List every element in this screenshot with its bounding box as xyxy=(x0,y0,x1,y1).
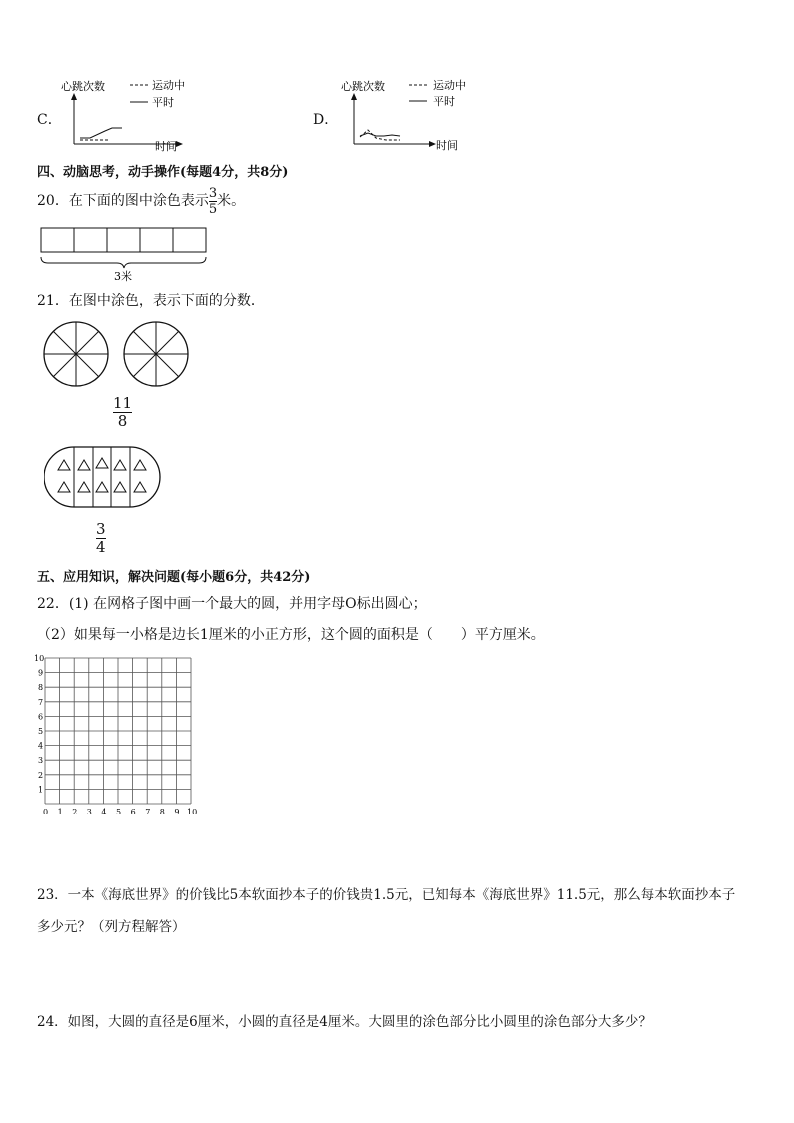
grid-y-tick: 4 xyxy=(38,741,44,751)
q23-line2: 多少元？（列方程解答） xyxy=(37,919,186,935)
q21-circle-1 xyxy=(44,322,108,386)
option-c-letter: C． xyxy=(37,112,62,128)
q20-prefix: 20．在下面的图中涂色表示 xyxy=(37,193,209,209)
grid-x-tick: 5 xyxy=(116,808,122,814)
q21-fraction-1 xyxy=(113,396,132,429)
q23-line1: 23．一本《海底世界》的价钱比5本软面抄本子的价钱贵1.5元，已知每本《海底世界》11.5元，那么每本软面抄本子 xyxy=(37,887,736,903)
grid-x-tick: 6 xyxy=(130,808,136,814)
q20-prompt xyxy=(37,186,245,216)
q20-bar-diagram xyxy=(38,226,210,284)
grid-y-tick: 2 xyxy=(38,770,44,780)
q20-brace xyxy=(41,257,206,268)
option-d-ylabel: 心跳次数 xyxy=(341,80,385,93)
option-c-xlabel: 时间 xyxy=(155,140,177,153)
q21-frac1-numerator: 11 xyxy=(113,394,133,412)
grid-x-tick: 2 xyxy=(72,808,78,814)
option-d-xlabel: 时间 xyxy=(436,139,458,152)
q21-frac2-numerator: 3 xyxy=(96,520,106,538)
grid-y-tick: 3 xyxy=(38,756,44,766)
option-d-legend-exercise: 运动中 xyxy=(433,79,466,92)
option-c-ylabel: 心跳次数 xyxy=(61,80,105,93)
q20-denominator: 5 xyxy=(208,201,218,217)
grid-x-tick: 8 xyxy=(159,808,165,814)
grid-x-tick: 1 xyxy=(57,808,63,814)
option-d-normal-line xyxy=(360,133,400,136)
option-d-letter: D． xyxy=(313,112,339,128)
grid-y-tick: 5 xyxy=(38,727,44,736)
q21-stadium-shape xyxy=(44,444,164,512)
q20-suffix: 米。 xyxy=(217,193,246,209)
grid-x-tick: 9 xyxy=(174,808,180,814)
grid-x-tick: 4 xyxy=(101,808,107,814)
q20-bar xyxy=(41,228,206,252)
q21-frac1-denominator: 8 xyxy=(117,412,128,430)
option-c-graph xyxy=(60,76,200,156)
q20-bar-label: 3米 xyxy=(114,270,132,283)
grid-y-tick: 7 xyxy=(38,697,44,707)
q21-circle-2 xyxy=(124,322,188,386)
grid-y-tick: 6 xyxy=(38,712,44,722)
grid-x-tick: 10 xyxy=(187,808,198,814)
grid-x-tick: 7 xyxy=(145,808,151,814)
q24-text: 24．如图，大圆的直径是6厘米，小圆的直径是4厘米。大圆里的涂色部分比小圆里的涂色部分大多少？ xyxy=(37,1014,652,1030)
grid-y-tick: 10 xyxy=(34,654,45,663)
q20-numerator: 3 xyxy=(208,185,218,201)
option-d-graph xyxy=(336,76,481,156)
grid-y-tick: 9 xyxy=(38,668,44,678)
option-d-legend-normal: 平时 xyxy=(433,95,455,108)
q21-fraction-2 xyxy=(96,522,106,555)
option-c-legend-normal: 平时 xyxy=(152,96,174,109)
section5-title: 五、应用知识，解决问题(每小题6分，共42分) xyxy=(37,570,311,585)
option-c-normal-line xyxy=(80,128,122,138)
grid-x-tick: 0 xyxy=(43,808,49,814)
q20-fraction xyxy=(209,187,217,216)
q22-grid xyxy=(34,650,204,814)
grid-x-tick: 3 xyxy=(86,808,92,814)
q22-line2: （2）如果每一小格是边长1厘米的小正方形，这个圆的面积是（ ）平方厘米。 xyxy=(37,627,545,643)
grid-y-tick: 1 xyxy=(38,785,44,795)
grid-y-tick: 8 xyxy=(38,683,44,693)
q21-circles xyxy=(40,320,200,390)
section4-title: 四、动脑思考，动手操作(每题4分，共8分) xyxy=(37,165,289,180)
option-c-legend-exercise: 运动中 xyxy=(152,79,185,92)
q21-frac2-denominator: 4 xyxy=(96,538,106,556)
q21-prompt: 21．在图中涂色，表示下面的分数． xyxy=(37,293,265,309)
q22-line1: 22．(1) 在网格子图中画一个最大的圆，并用字母O标出圆心； xyxy=(37,596,427,612)
